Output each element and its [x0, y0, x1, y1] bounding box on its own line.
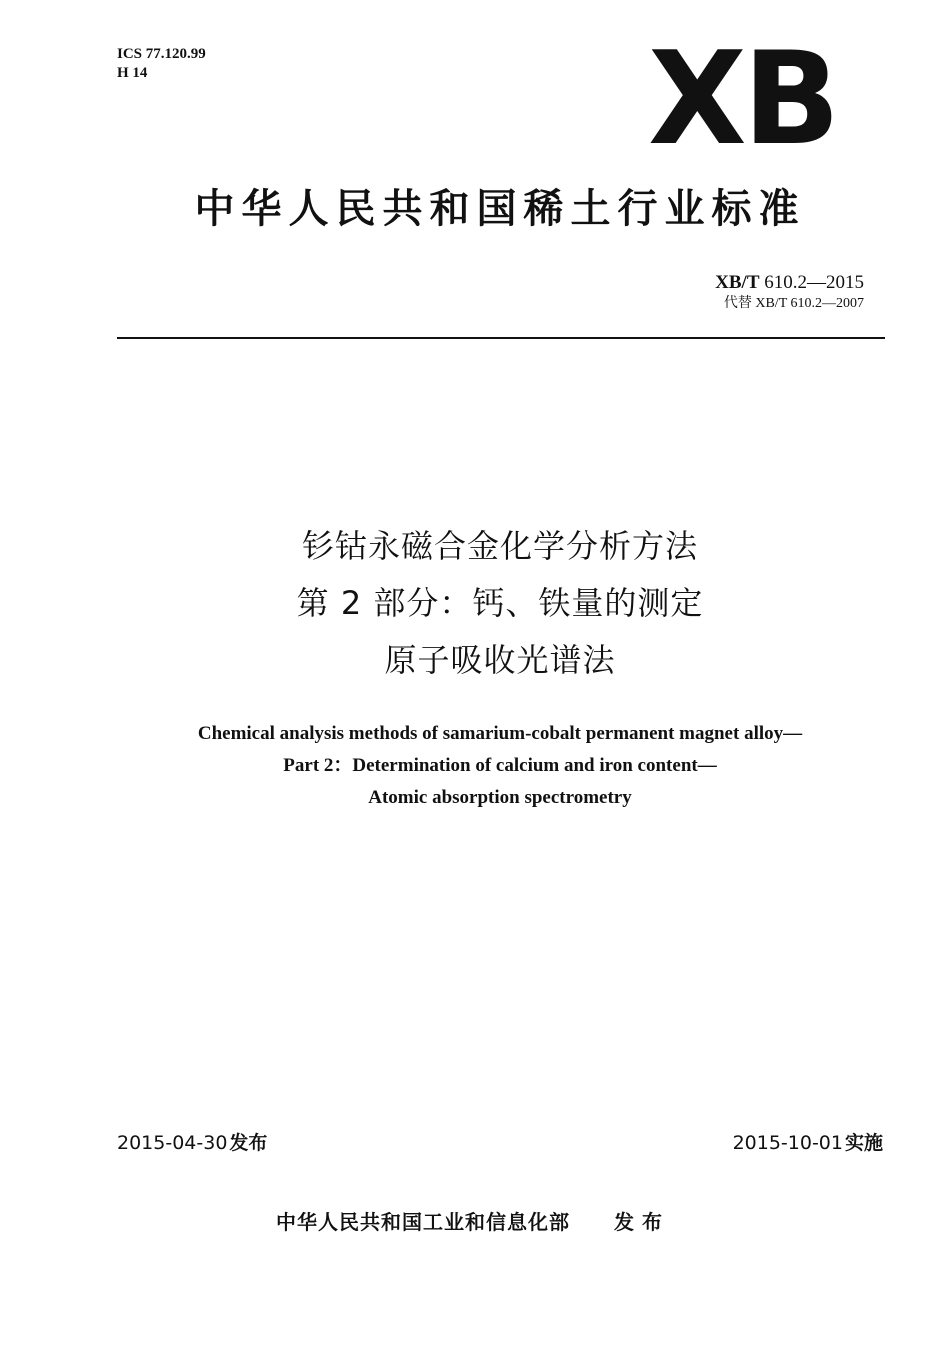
ccs-code: H 14	[117, 65, 148, 81]
chinese-title-line-1: 钐钴永磁合金化学分析方法	[301, 527, 698, 565]
chinese-title-line-2: 第 2 部分：钙、铁量的测定	[296, 584, 704, 622]
effective-date-value: 2015-10-01	[732, 1132, 843, 1154]
english-title-line-1: Chemical analysis methods of samarium-cobalt permanent magnet alloy—	[197, 723, 803, 744]
standard-number	[715, 272, 864, 294]
replaces-note: 代替 XB/T 610.2—2007	[723, 296, 864, 311]
chinese-title	[0, 518, 950, 689]
issuer-action: 发布	[614, 1210, 670, 1234]
header-divider	[117, 337, 885, 339]
chinese-title-line-3: 原子吸收光谱法	[384, 641, 616, 679]
effective-date	[733, 1131, 883, 1155]
issue-date-value: 2015-04-30	[117, 1132, 228, 1154]
english-title-line-3: Atomic absorption spectrometry	[368, 787, 632, 808]
english-title-line-2: Part 2：Determination of calcium and iron content—	[283, 755, 717, 776]
issuer-line	[276, 1208, 670, 1236]
xb-logo: XB	[648, 25, 837, 174]
ics-code: ICS 77.120.99	[117, 46, 206, 62]
standard-number-value: 610.2—2015	[764, 272, 864, 293]
issuer-name: 中华人民共和国工业和信息化部	[276, 1210, 570, 1234]
issue-date-label: 发布	[229, 1132, 268, 1154]
english-title	[0, 718, 950, 814]
effective-date-label: 实施	[844, 1132, 883, 1154]
classification-codes	[117, 45, 206, 83]
standard-category-title: 中华人民共和国稀土行业标准	[194, 186, 806, 232]
standard-number-prefix: XB/T	[715, 272, 760, 293]
issue-date	[117, 1131, 267, 1155]
